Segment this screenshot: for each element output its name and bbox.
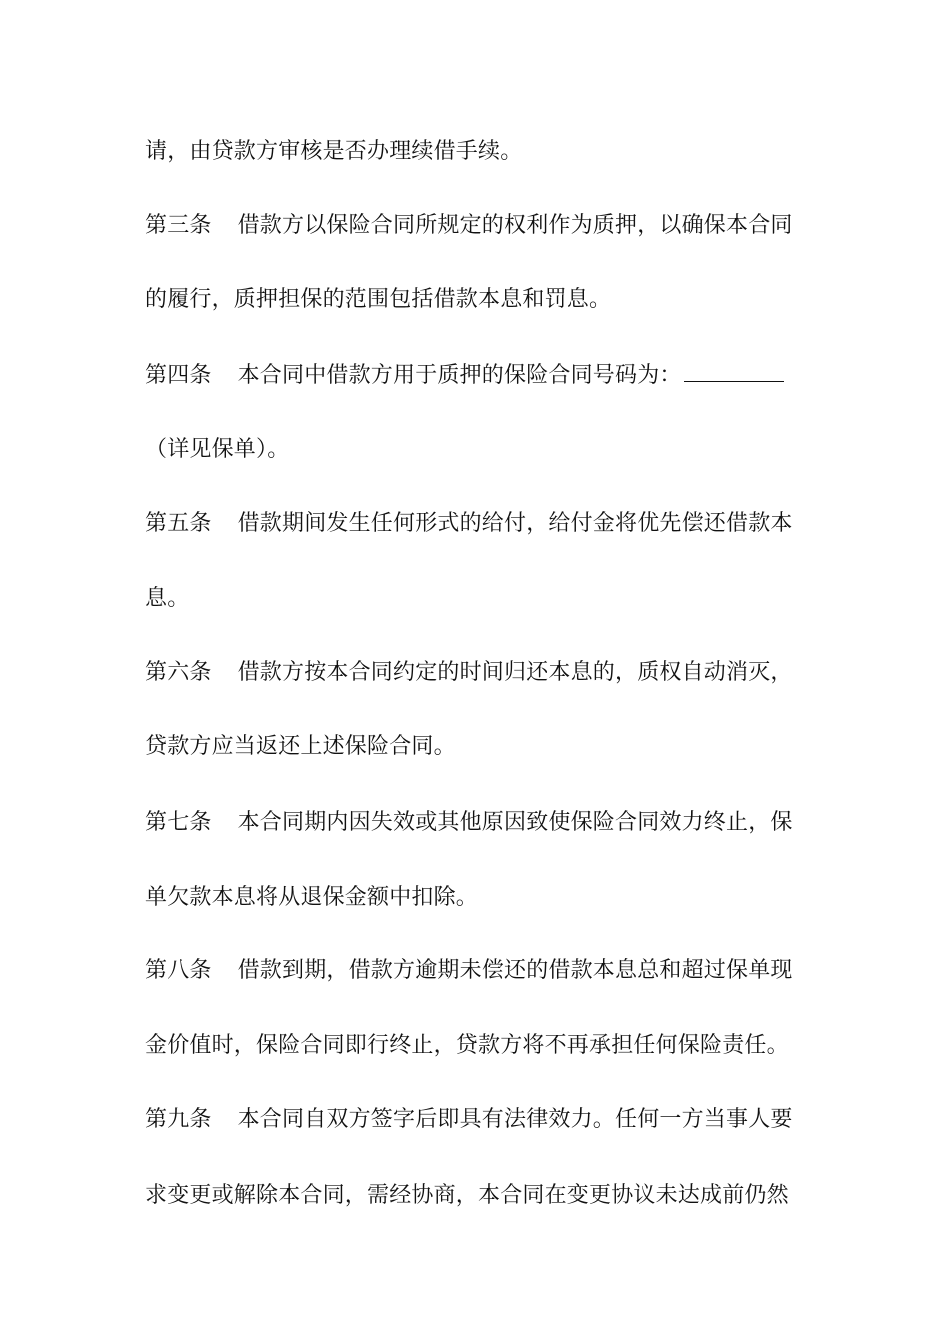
article-number: 第七条 xyxy=(145,810,212,835)
article-number: 第三条 xyxy=(145,213,212,238)
article-5-line-1 xyxy=(145,509,825,539)
line-text: （详见保单）。 xyxy=(145,437,290,462)
article-number: 第六条 xyxy=(145,660,212,685)
article-number: 第四条 xyxy=(145,363,212,388)
line-text: 息。 xyxy=(145,586,190,611)
line-text: 贷款方应当返还上述保险合同。 xyxy=(145,734,456,759)
line-text: 借款方按本合同约定的时间归还本息的，质权自动消灭， xyxy=(237,660,793,685)
article-3-line-1 xyxy=(145,211,825,241)
article-6-line-1 xyxy=(145,658,825,688)
line-text: 借款方以保险合同所规定的权利作为质押，以确保本合同 xyxy=(237,213,793,238)
article-5-line-2 xyxy=(145,584,825,614)
article-8-line-2 xyxy=(145,1031,825,1061)
line-text: 求变更或解除本合同，需经协商，本合同在变更协议未达成前仍然 xyxy=(145,1183,789,1208)
policy-number-blank xyxy=(684,361,784,382)
article-7-line-1 xyxy=(145,808,825,838)
article-9-line-2 xyxy=(145,1181,825,1211)
article-6-line-2 xyxy=(145,732,825,762)
line-text: 请，由贷款方审核是否办理续借手续。 xyxy=(145,139,523,164)
line-text: 借款到期，借款方逾期未偿还的借款本息总和超过保单现 xyxy=(237,958,793,983)
line-text: 本合同期内因失效或其他原因致使保险合同效力终止，保 xyxy=(237,810,793,835)
article-number: 第九条 xyxy=(145,1107,212,1132)
line-text: 本合同自双方签字后即具有法律效力。任何一方当事人要 xyxy=(237,1107,793,1132)
line-text: 金价值时，保险合同即行终止，贷款方将不再承担任何保险责任。 xyxy=(145,1033,789,1058)
article-9-line-1 xyxy=(145,1105,825,1135)
article-4-line-1 xyxy=(145,361,825,391)
article-8-line-1 xyxy=(145,956,825,986)
line-text: 单欠款本息将从退保金额中扣除。 xyxy=(145,885,479,910)
article-7-line-2 xyxy=(145,883,825,913)
article-number: 第五条 xyxy=(145,511,212,536)
article-4-line-2 xyxy=(145,435,825,465)
line-text: 的履行，质押担保的范围包括借款本息和罚息。 xyxy=(145,287,612,312)
article-3-line-2 xyxy=(145,285,825,315)
paragraph-continuation xyxy=(145,137,825,167)
article-number: 第八条 xyxy=(145,958,212,983)
line-text: 本合同中借款方用于质押的保险合同号码为： xyxy=(237,363,682,388)
line-text: 借款期间发生任何形式的给付，给付金将优先偿还借款本 xyxy=(237,511,793,536)
